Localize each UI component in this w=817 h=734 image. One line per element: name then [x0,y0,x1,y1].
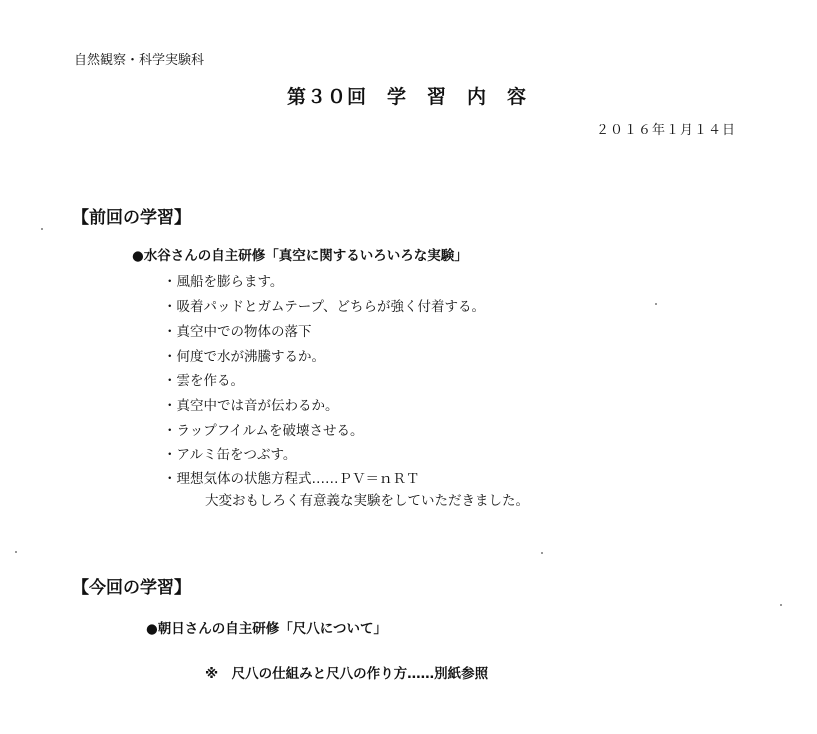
current-section-heading: 【今回の学習】 [72,578,191,598]
scan-speck [541,552,543,554]
scan-speck [15,551,17,553]
list-item: ・理想気体の状態方程式……ＰＶ＝ｎＲＴ [163,471,420,487]
current-research-title: ●朝日さんの自主研修「尺八について」 [146,621,388,637]
scan-speck [655,303,657,305]
list-item: ・吸着パッドとガムテープ、どちらが強く付着する。 [163,299,485,315]
list-item: ・真空中では音が伝わるか。 [163,398,339,414]
list-item: ・風船を膨らます。 [163,274,284,290]
previous-section-heading: 【前回の学習】 [72,208,191,228]
reference-note: ※ 尺八の仕組みと尺八の作り方……別紙参照 [205,666,489,682]
scan-speck [780,604,782,606]
list-item: ・アルミ缶をつぶす。 [163,447,297,463]
scan-speck [41,228,43,230]
list-item: ・雲を作る。 [163,373,244,389]
list-item: ・何度で水が沸騰するか。 [163,349,325,365]
page-title: 第３０回 学 習 内 容 [287,86,528,108]
list-item: ・真空中での物体の落下 [163,324,312,340]
date-label: ２０１６年１月１４日 [596,123,737,138]
list-item: ・ラップフイルムを破壊させる。 [163,423,364,439]
previous-research-title: ●水谷さんの自主研修「真空に関するいろいろな実験」 [132,248,468,264]
department-label: 自然観察・科学実験科 [74,53,205,68]
previous-note: 大変おもしろく有意義な実験をしていただきました。 [205,493,529,509]
